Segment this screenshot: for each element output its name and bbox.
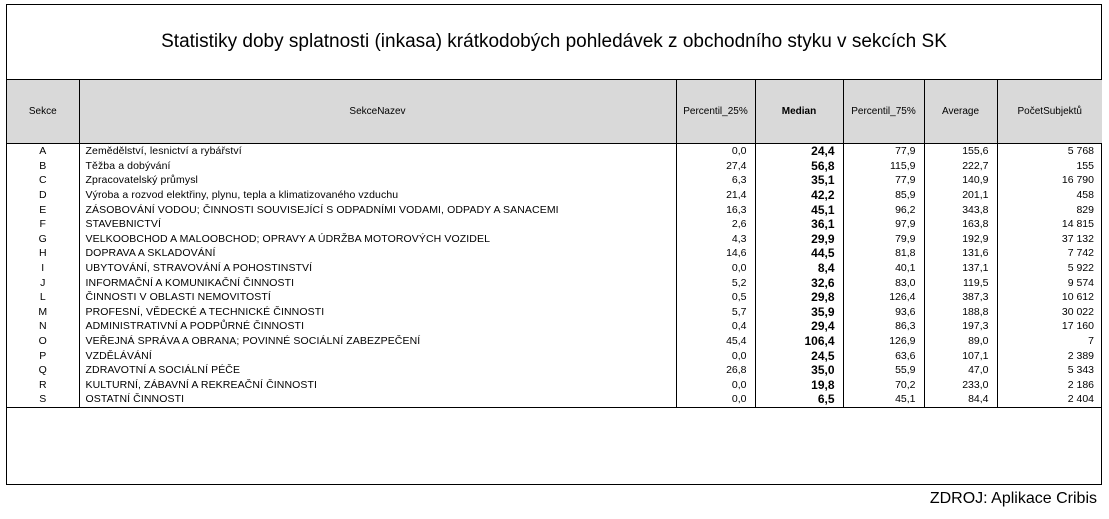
cell-sekce-nazev: UBYTOVÁNÍ, STRAVOVÁNÍ A POHOSTINSTVÍ bbox=[79, 261, 676, 276]
cell-percentil-75: 126,4 bbox=[843, 290, 924, 305]
cell-pocet-subjektu: 7 742 bbox=[997, 246, 1102, 261]
cell-sekce-nazev: KULTURNÍ, ZÁBAVNÍ A REKREAČNÍ ČINNOSTI bbox=[79, 378, 676, 393]
cell-percentil-75: 96,2 bbox=[843, 202, 924, 217]
cell-percentil-75: 126,9 bbox=[843, 334, 924, 349]
cell-sekce: P bbox=[7, 348, 79, 363]
header-median: Median bbox=[755, 80, 843, 144]
cell-percentil-75: 81,8 bbox=[843, 246, 924, 261]
source-note: ZDROJ: Aplikace Cribis bbox=[929, 490, 1097, 507]
table-row bbox=[7, 202, 1102, 217]
table-title: Statistiky doby splatnosti (inkasa) krátkodobých pohledávek z obchodního styku v sekcích SK bbox=[7, 5, 1101, 80]
cell-sekce: H bbox=[7, 246, 79, 261]
cell-percentil-25: 0,5 bbox=[676, 290, 755, 305]
cell-pocet-subjektu: 16 790 bbox=[997, 173, 1102, 188]
cell-pocet-subjektu: 37 132 bbox=[997, 232, 1102, 247]
cell-sekce-nazev: PROFESNÍ, VĚDECKÉ A TECHNICKÉ ČINNOSTI bbox=[79, 305, 676, 320]
cell-percentil-25: 0,4 bbox=[676, 319, 755, 334]
table-row bbox=[7, 188, 1102, 203]
cell-median: 106,4 bbox=[755, 334, 843, 349]
cell-sekce: O bbox=[7, 334, 79, 349]
cell-percentil-25: 21,4 bbox=[676, 188, 755, 203]
cell-median: 24,4 bbox=[755, 144, 843, 159]
cell-sekce-nazev: STAVEBNICTVÍ bbox=[79, 217, 676, 232]
cell-average: 107,1 bbox=[924, 348, 997, 363]
cell-sekce-nazev: ZDRAVOTNÍ A SOCIÁLNÍ PÉČE bbox=[79, 363, 676, 378]
cell-median: 35,9 bbox=[755, 305, 843, 320]
cell-sekce: M bbox=[7, 305, 79, 320]
cell-pocet-subjektu: 2 404 bbox=[997, 392, 1102, 407]
cell-pocet-subjektu: 458 bbox=[997, 188, 1102, 203]
cell-sekce-nazev: VEŘEJNÁ SPRÁVA A OBRANA; POVINNÉ SOCIÁLNÍ ZABEZPEČENÍ bbox=[79, 334, 676, 349]
cell-percentil-75: 77,9 bbox=[843, 144, 924, 159]
cell-average: 201,1 bbox=[924, 188, 997, 203]
cell-percentil-75: 40,1 bbox=[843, 261, 924, 276]
cell-percentil-25: 0,0 bbox=[676, 392, 755, 407]
cell-average: 131,6 bbox=[924, 246, 997, 261]
header-sekce-nazev: SekceNazev bbox=[79, 80, 676, 144]
cell-average: 192,9 bbox=[924, 232, 997, 247]
cell-median: 56,8 bbox=[755, 159, 843, 174]
cell-sekce: I bbox=[7, 261, 79, 276]
cell-average: 233,0 bbox=[924, 378, 997, 393]
cell-sekce-nazev: OSTATNÍ ČINNOSTI bbox=[79, 392, 676, 407]
cell-sekce: F bbox=[7, 217, 79, 232]
cell-pocet-subjektu: 7 bbox=[997, 334, 1102, 349]
table-row bbox=[7, 290, 1102, 305]
cell-average: 387,3 bbox=[924, 290, 997, 305]
table-row bbox=[7, 275, 1102, 290]
table-row bbox=[7, 217, 1102, 232]
cell-median: 29,4 bbox=[755, 319, 843, 334]
cell-sekce: E bbox=[7, 202, 79, 217]
table-row bbox=[7, 348, 1102, 363]
cell-average: 119,5 bbox=[924, 275, 997, 290]
header-pocet-subjektu: PočetSubjektů bbox=[997, 80, 1102, 144]
cell-sekce: D bbox=[7, 188, 79, 203]
cell-sekce: S bbox=[7, 392, 79, 407]
cell-percentil-75: 63,6 bbox=[843, 348, 924, 363]
cell-median: 42,2 bbox=[755, 188, 843, 203]
cell-average: 163,8 bbox=[924, 217, 997, 232]
cell-percentil-25: 5,2 bbox=[676, 275, 755, 290]
cell-median: 32,6 bbox=[755, 275, 843, 290]
table-row bbox=[7, 261, 1102, 276]
cell-median: 36,1 bbox=[755, 217, 843, 232]
cell-average: 84,4 bbox=[924, 392, 997, 407]
table-row bbox=[7, 378, 1102, 393]
cell-median: 35,1 bbox=[755, 173, 843, 188]
table-row bbox=[7, 392, 1102, 407]
cell-percentil-75: 115,9 bbox=[843, 159, 924, 174]
cell-sekce-nazev: ČINNOSTI V OBLASTI NEMOVITOSTÍ bbox=[79, 290, 676, 305]
header-row bbox=[7, 80, 1102, 144]
cell-median: 45,1 bbox=[755, 202, 843, 217]
table-row bbox=[7, 363, 1102, 378]
cell-percentil-75: 97,9 bbox=[843, 217, 924, 232]
cell-percentil-75: 45,1 bbox=[843, 392, 924, 407]
table-row bbox=[7, 319, 1102, 334]
cell-pocet-subjektu: 10 612 bbox=[997, 290, 1102, 305]
cell-percentil-25: 2,6 bbox=[676, 217, 755, 232]
table-row bbox=[7, 334, 1102, 349]
cell-sekce: C bbox=[7, 173, 79, 188]
cell-median: 6,5 bbox=[755, 392, 843, 407]
cell-percentil-25: 16,3 bbox=[676, 202, 755, 217]
cell-percentil-25: 4,3 bbox=[676, 232, 755, 247]
cell-sekce: A bbox=[7, 144, 79, 159]
cell-sekce-nazev: Zemědělství, lesnictví a rybářství bbox=[79, 144, 676, 159]
table-row bbox=[7, 173, 1102, 188]
cell-percentil-25: 26,8 bbox=[676, 363, 755, 378]
cell-percentil-25: 6,3 bbox=[676, 173, 755, 188]
statistics-table-frame bbox=[6, 4, 1102, 485]
cell-average: 140,9 bbox=[924, 173, 997, 188]
cell-sekce-nazev: Těžba a dobývání bbox=[79, 159, 676, 174]
table-row bbox=[7, 144, 1102, 159]
cell-percentil-75: 86,3 bbox=[843, 319, 924, 334]
table-row bbox=[7, 159, 1102, 174]
cell-sekce-nazev: ADMINISTRATIVNÍ A PODPŮRNÉ ČINNOSTI bbox=[79, 319, 676, 334]
cell-sekce: J bbox=[7, 275, 79, 290]
cell-average: 137,1 bbox=[924, 261, 997, 276]
cell-percentil-25: 0,0 bbox=[676, 378, 755, 393]
cell-pocet-subjektu: 829 bbox=[997, 202, 1102, 217]
cell-pocet-subjektu: 5 343 bbox=[997, 363, 1102, 378]
cell-percentil-75: 77,9 bbox=[843, 173, 924, 188]
statistics-table bbox=[7, 80, 1102, 408]
cell-sekce: Q bbox=[7, 363, 79, 378]
cell-median: 24,5 bbox=[755, 348, 843, 363]
cell-sekce-nazev: ZÁSOBOVÁNÍ VODOU; ČINNOSTI SOUVISEJÍCÍ S ODPADNÍMI VODAMI, ODPADY A SANACEMI bbox=[79, 202, 676, 217]
cell-pocet-subjektu: 5 768 bbox=[997, 144, 1102, 159]
cell-percentil-25: 5,7 bbox=[676, 305, 755, 320]
cell-pocet-subjektu: 9 574 bbox=[997, 275, 1102, 290]
cell-percentil-25: 0,0 bbox=[676, 261, 755, 276]
cell-pocet-subjektu: 155 bbox=[997, 159, 1102, 174]
cell-percentil-75: 93,6 bbox=[843, 305, 924, 320]
cell-sekce: L bbox=[7, 290, 79, 305]
cell-pocet-subjektu: 30 022 bbox=[997, 305, 1102, 320]
cell-percentil-75: 55,9 bbox=[843, 363, 924, 378]
cell-percentil-75: 83,0 bbox=[843, 275, 924, 290]
cell-median: 19,8 bbox=[755, 378, 843, 393]
cell-average: 197,3 bbox=[924, 319, 997, 334]
cell-median: 29,9 bbox=[755, 232, 843, 247]
cell-average: 89,0 bbox=[924, 334, 997, 349]
cell-median: 29,8 bbox=[755, 290, 843, 305]
cell-sekce-nazev: VZDĚLÁVÁNÍ bbox=[79, 348, 676, 363]
cell-sekce-nazev: DOPRAVA A SKLADOVÁNÍ bbox=[79, 246, 676, 261]
cell-sekce-nazev: INFORMAČNÍ A KOMUNIKAČNÍ ČINNOSTI bbox=[79, 275, 676, 290]
cell-sekce: G bbox=[7, 232, 79, 247]
header-percentil-25: Percentil_25% bbox=[676, 80, 755, 144]
header-average: Average bbox=[924, 80, 997, 144]
cell-pocet-subjektu: 14 815 bbox=[997, 217, 1102, 232]
cell-median: 35,0 bbox=[755, 363, 843, 378]
cell-pocet-subjektu: 2 389 bbox=[997, 348, 1102, 363]
cell-sekce: N bbox=[7, 319, 79, 334]
cell-median: 8,4 bbox=[755, 261, 843, 276]
cell-percentil-75: 79,9 bbox=[843, 232, 924, 247]
cell-average: 155,6 bbox=[924, 144, 997, 159]
table-row bbox=[7, 305, 1102, 320]
table-row bbox=[7, 232, 1102, 247]
cell-percentil-25: 27,4 bbox=[676, 159, 755, 174]
cell-pocet-subjektu: 5 922 bbox=[997, 261, 1102, 276]
cell-percentil-25: 0,0 bbox=[676, 348, 755, 363]
cell-percentil-75: 85,9 bbox=[843, 188, 924, 203]
cell-pocet-subjektu: 2 186 bbox=[997, 378, 1102, 393]
cell-pocet-subjektu: 17 160 bbox=[997, 319, 1102, 334]
cell-sekce: B bbox=[7, 159, 79, 174]
header-percentil-75: Percentil_75% bbox=[843, 80, 924, 144]
cell-percentil-25: 0,0 bbox=[676, 144, 755, 159]
cell-average: 188,8 bbox=[924, 305, 997, 320]
cell-average: 222,7 bbox=[924, 159, 997, 174]
cell-sekce-nazev: Výroba a rozvod elektřiny, plynu, tepla a klimatizovaného vzduchu bbox=[79, 188, 676, 203]
cell-percentil-25: 14,6 bbox=[676, 246, 755, 261]
cell-average: 47,0 bbox=[924, 363, 997, 378]
cell-percentil-25: 45,4 bbox=[676, 334, 755, 349]
cell-sekce: R bbox=[7, 378, 79, 393]
cell-sekce-nazev: VELKOOBCHOD A MALOOBCHOD; OPRAVY A ÚDRŽBA MOTOROVÝCH VOZIDEL bbox=[79, 232, 676, 247]
cell-sekce-nazev: Zpracovatelský průmysl bbox=[79, 173, 676, 188]
cell-percentil-75: 70,2 bbox=[843, 378, 924, 393]
table-row bbox=[7, 246, 1102, 261]
cell-median: 44,5 bbox=[755, 246, 843, 261]
header-sekce: Sekce bbox=[7, 80, 79, 144]
cell-average: 343,8 bbox=[924, 202, 997, 217]
